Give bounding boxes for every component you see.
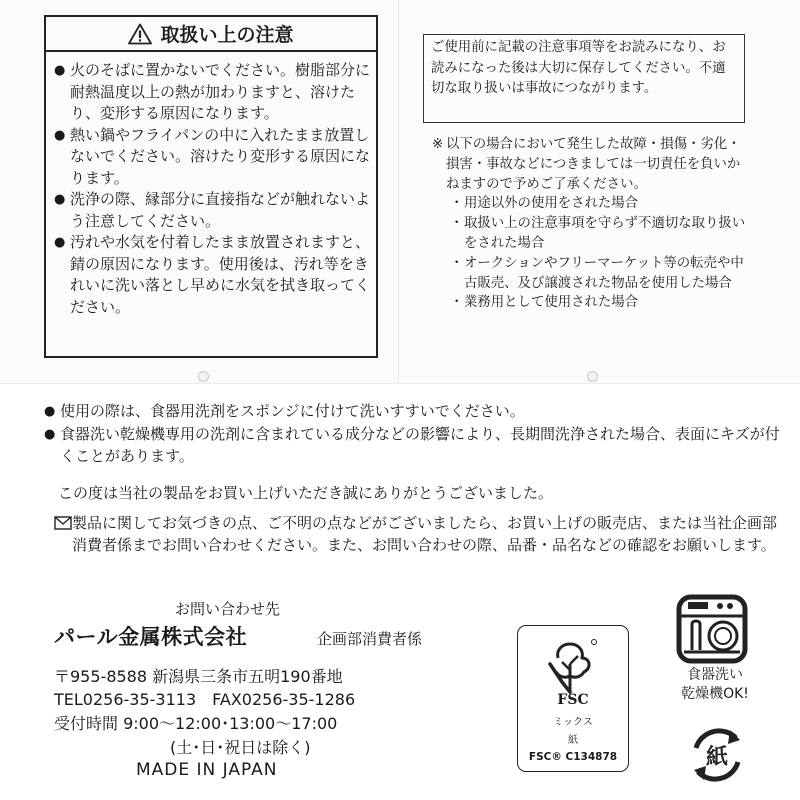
fsc-tree-logo-icon: [540, 634, 600, 694]
bullet-icon: ●: [54, 235, 66, 250]
disclaimer-item-text: 取扱い上の注意事項を守らず不適切な取り扱いをされた場合: [464, 216, 746, 251]
bullet-icon: ●: [54, 192, 66, 207]
company-name: パール金属株式会社: [54, 625, 248, 649]
dishwasher-line1: 食器洗い: [687, 667, 743, 683]
address: 〒955-8588 新潟県三条市五明190番地: [54, 667, 343, 686]
punch-hole-right: [587, 371, 598, 382]
caution-item: [54, 232, 370, 318]
mail-icon: [54, 516, 72, 530]
disclaimer-item: [432, 293, 752, 313]
warning-icon: [128, 23, 152, 45]
punch-hole-left: [198, 371, 209, 382]
dishwasher-line2: 乾燥機OK!: [681, 686, 749, 702]
caution-text: 洗浄の際、縁部分に直接指などが触れないよう注意してください。: [70, 190, 371, 230]
caution-box: [44, 15, 378, 358]
phone-fax: TEL0256-35-3113 FAX0256-35-1286: [54, 690, 356, 709]
contact-note-text: 製品に関してお気づきの点、ご不明の点などがございましたら、お買い上げの販売店、または当社企画部消費者係までお問い合わせください。また、お問い合わせの際、品番・品名などの確認をお願いします。: [72, 514, 778, 554]
caution-text: 熱い鍋やフライパンの中に入れたまま放置しないでください。溶けたり変形する原因になります。: [70, 125, 371, 187]
caution-list: [46, 52, 376, 318]
dot-icon: ・: [450, 255, 464, 271]
disclaimer-item: [432, 194, 752, 214]
contact-heading: お問い合わせ先: [175, 600, 281, 618]
notice-box: [423, 34, 745, 123]
dot-icon: ・: [450, 295, 464, 311]
caution-text: 火のそばに置かないでください。樹脂部分に耐熱温度以上の熱が加わりますと、溶けたり、変形する原因になります。: [70, 61, 371, 122]
bullet-icon: ●: [44, 404, 56, 419]
caution-header: [46, 17, 376, 52]
dishwasher-icon: [676, 594, 748, 664]
dot-icon: ・: [450, 216, 464, 232]
made-in-japan: MADE IN JAPAN: [136, 760, 278, 780]
disclaimer-item: [432, 254, 752, 294]
disclaimer-intro: [432, 135, 752, 194]
disclaimer: [432, 135, 752, 313]
fsc-label: [517, 625, 629, 772]
business-hours: 受付時間 9:00〜12:00･13:00〜17:00: [54, 714, 338, 733]
disclaimer-item-text: 業務用として使用された場合: [464, 295, 639, 311]
caution-text: 汚れや水気を付着したまま放置されますと、錆の原因になります。使用後は、汚れ等をきれいに洗い落とし早めに水気を拭き取ってください。: [70, 233, 371, 316]
reference-mark-icon: ※: [432, 137, 444, 152]
dot-icon: ・: [450, 196, 464, 212]
bullet-icon: ●: [54, 127, 66, 143]
usage-text: 使用の際は、食器用洗剤をスポンジに付けて洗いすすいでください。: [60, 402, 525, 420]
contact-note: [54, 512, 784, 556]
usage-item: [44, 423, 784, 467]
caution-title: 取扱い上の注意: [160, 24, 294, 46]
thanks-message: この度は当社の製品をお買い上げいただき誠にありがとうございました。: [58, 484, 554, 502]
usage-item: [44, 400, 784, 423]
closed-days: (土･日･祝日は除く): [170, 738, 311, 757]
caution-item: [54, 60, 370, 125]
disclaimer-item-text: 用途以外の使用をされた場合: [464, 196, 639, 212]
bullet-icon: ●: [44, 427, 56, 442]
paper-recycle-icon: [684, 722, 750, 788]
dishwasher-label: [660, 666, 770, 704]
caution-item: [54, 189, 370, 232]
usage-notes: [44, 400, 784, 467]
fsc-paper: 紙: [568, 735, 578, 746]
caution-item: [54, 125, 370, 190]
fsc-mix: ミックス: [553, 717, 593, 728]
fsc-code: FSC® C134878: [528, 751, 618, 763]
department: 企画部消費者係: [317, 630, 423, 648]
disclaimer-item: [432, 214, 752, 254]
usage-text: 食器洗い乾燥機専用の洗剤に含まれている成分などの影響により、長期間洗浄された場合、表面にキズが付くことがあります。: [60, 425, 780, 465]
recycle-mark-text: 紙: [705, 745, 729, 770]
fsc-name: FSC: [557, 692, 589, 708]
disclaimer-item-text: オークションやフリーマーケット等の転売や中古販売、及び譲渡された物品を使用した場合: [464, 255, 744, 291]
notice-text: ご使用前に記載の注意事項等をお読みになり、お読みになった後は大切に保存してください。不適切な取り扱いは事故につながります。: [431, 40, 726, 96]
disclaimer-intro-text: 以下の場合において発生した故障・損傷・劣化・損害・事故などにつきましては一切責任を負いかねますので予めご了承ください。: [446, 137, 741, 192]
bullet-icon: ●: [54, 63, 66, 78]
